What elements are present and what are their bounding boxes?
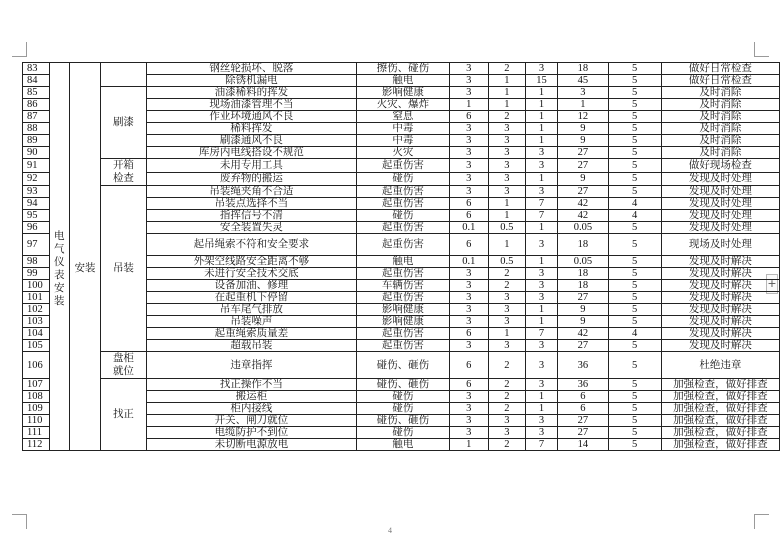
l-value-cell: 3	[449, 391, 488, 403]
sub-process-label: 盘柜就位	[112, 353, 134, 377]
c-value-cell: 7	[525, 198, 557, 210]
row-number: 89	[23, 135, 50, 147]
e-value-cell: 1	[488, 210, 525, 222]
l-value-cell: 3	[449, 316, 488, 328]
hazard-cell: 起重伤害	[357, 186, 450, 198]
d-value-cell: 9	[558, 304, 608, 316]
item-cell: 吊装绳夹角不合适	[146, 186, 356, 198]
e-value-cell: 3	[488, 186, 525, 198]
level-cell: 5	[608, 172, 661, 186]
row-number: 101	[23, 292, 50, 304]
item-cell: 稀料挥发	[146, 123, 356, 135]
crop-mark-top-right	[754, 42, 769, 57]
d-value-cell: 9	[558, 316, 608, 328]
l-value-cell: 3	[449, 292, 488, 304]
e-value-cell: 3	[488, 172, 525, 186]
measure-cell: 加强检查，做好排查	[661, 403, 779, 415]
sub-process-cell	[101, 63, 147, 87]
item-cell: 废弃物的搬运	[146, 172, 356, 186]
d-value-cell: 0.05	[558, 256, 608, 268]
hazard-cell: 影响健康	[357, 316, 450, 328]
hazard-cell: 触电	[357, 256, 450, 268]
e-value-cell: 2	[488, 111, 525, 123]
measure-cell: 做好日常检查	[661, 63, 779, 75]
row-number: 112	[23, 439, 50, 451]
item-cell: 在起重机下停留	[146, 292, 356, 304]
row-number: 107	[23, 379, 50, 391]
item-cell: 吊装点选择不当	[146, 198, 356, 210]
row-number: 111	[23, 427, 50, 439]
level-cell: 5	[608, 234, 661, 256]
table-row	[23, 63, 780, 75]
crop-mark-top-left	[12, 42, 27, 57]
row-number: 96	[23, 222, 50, 234]
row-number: 100	[23, 280, 50, 292]
hazard-cell: 起重伤害	[357, 292, 450, 304]
level-cell: 5	[608, 304, 661, 316]
l-value-cell: 3	[449, 147, 488, 159]
d-value-cell: 42	[558, 328, 608, 340]
item-cell: 起重绳索质量差	[146, 328, 356, 340]
l-value-cell: 6	[449, 379, 488, 391]
level-cell: 5	[608, 123, 661, 135]
level-cell: 5	[608, 87, 661, 99]
measure-cell: 加强检查，做好排查	[661, 415, 779, 427]
sub-process-cell	[101, 159, 147, 186]
c-value-cell: 1	[525, 256, 557, 268]
row-number: 93	[23, 186, 50, 198]
level-cell: 5	[608, 427, 661, 439]
e-value-cell: 3	[488, 159, 525, 173]
d-value-cell: 27	[558, 147, 608, 159]
measure-cell: 做好现场检查	[661, 159, 779, 173]
level-cell: 4	[608, 328, 661, 340]
e-value-cell: 2	[488, 280, 525, 292]
l-value-cell: 3	[449, 172, 488, 186]
hazard-cell: 中毒	[357, 123, 450, 135]
level-cell: 5	[608, 135, 661, 147]
c-value-cell: 15	[525, 75, 557, 87]
e-value-cell: 2	[488, 403, 525, 415]
l-value-cell: 3	[449, 123, 488, 135]
l-value-cell: 3	[449, 304, 488, 316]
table-row	[23, 87, 780, 99]
item-cell: 作业环境通风不良	[146, 111, 356, 123]
sub-process-cell	[101, 87, 147, 159]
measure-cell: 发现及时解决	[661, 268, 779, 280]
item-cell: 设备加油、修理	[146, 280, 356, 292]
measure-cell: 及时消除	[661, 87, 779, 99]
row-number: 106	[23, 352, 50, 379]
level-cell: 5	[608, 280, 661, 292]
hazard-cell: 碰伤	[357, 391, 450, 403]
d-value-cell: 27	[558, 427, 608, 439]
measure-cell: 加强检查，做好排查	[661, 379, 779, 391]
hazard-cell: 触电	[357, 75, 450, 87]
c-value-cell: 3	[525, 340, 557, 352]
sub-process-cell	[101, 186, 147, 352]
table-row	[23, 352, 780, 379]
measure-cell: 杜绝违章	[661, 352, 779, 379]
sub-process-label: 吊装	[112, 263, 134, 274]
row-number: 87	[23, 111, 50, 123]
d-value-cell: 27	[558, 415, 608, 427]
d-value-cell: 27	[558, 159, 608, 173]
hazard-cell: 影响健康	[357, 304, 450, 316]
row-number: 95	[23, 210, 50, 222]
row-number: 86	[23, 99, 50, 111]
d-value-cell: 36	[558, 352, 608, 379]
row-number: 97	[23, 234, 50, 256]
row-number: 94	[23, 198, 50, 210]
item-cell: 油漆稀料的挥发	[146, 87, 356, 99]
d-value-cell: 9	[558, 172, 608, 186]
row-number: 104	[23, 328, 50, 340]
measure-cell: 发现及时解决	[661, 340, 779, 352]
item-cell: 现场油漆管理不当	[146, 99, 356, 111]
l-value-cell: 3	[449, 415, 488, 427]
level-cell: 5	[608, 111, 661, 123]
item-cell: 找正操作不当	[146, 379, 356, 391]
c-value-cell: 1	[525, 391, 557, 403]
row-number: 88	[23, 123, 50, 135]
hazard-cell: 碰伤	[357, 210, 450, 222]
row-number: 105	[23, 340, 50, 352]
measure-cell: 发现及时解决	[661, 304, 779, 316]
e-value-cell: 3	[488, 340, 525, 352]
hazard-cell: 碰伤、砸伤	[357, 415, 450, 427]
l-value-cell: 6	[449, 210, 488, 222]
e-value-cell: 3	[488, 123, 525, 135]
row-number: 103	[23, 316, 50, 328]
d-value-cell: 18	[558, 234, 608, 256]
d-value-cell: 36	[558, 379, 608, 391]
e-value-cell: 3	[488, 316, 525, 328]
c-value-cell: 1	[525, 123, 557, 135]
item-cell: 超载吊装	[146, 340, 356, 352]
level-cell: 5	[608, 222, 661, 234]
item-cell: 搬运柜	[146, 391, 356, 403]
d-value-cell: 42	[558, 210, 608, 222]
c-value-cell: 1	[525, 403, 557, 415]
level-cell: 5	[608, 99, 661, 111]
e-value-cell: 3	[488, 415, 525, 427]
sub-process-label: 刷漆	[112, 117, 134, 128]
d-value-cell: 12	[558, 111, 608, 123]
measure-cell: 及时消除	[661, 111, 779, 123]
hazard-cell: 起重伤害	[357, 159, 450, 173]
measure-cell: 及时消除	[661, 135, 779, 147]
hazard-cell: 碰伤、砸伤	[357, 352, 450, 379]
row-number: 84	[23, 75, 50, 87]
item-cell: 未用专用工具	[146, 159, 356, 173]
l-value-cell: 3	[449, 427, 488, 439]
table-row	[23, 186, 780, 198]
level-cell: 5	[608, 63, 661, 75]
hazard-cell: 碰伤	[357, 427, 450, 439]
c-value-cell: 3	[525, 63, 557, 75]
d-value-cell: 0.05	[558, 222, 608, 234]
e-value-cell: 0.5	[488, 222, 525, 234]
l-value-cell: 6	[449, 198, 488, 210]
item-cell: 安全装置失灵	[146, 222, 356, 234]
stage-label: 安装	[74, 263, 96, 274]
measure-cell: 发现及时处理	[661, 222, 779, 234]
level-cell: 4	[608, 210, 661, 222]
l-value-cell: 3	[449, 186, 488, 198]
hazard-cell: 起重伤害	[357, 328, 450, 340]
item-cell: 起吊绳索不符和安全要求	[146, 234, 356, 256]
measure-cell: 加强检查，做好排查	[661, 391, 779, 403]
c-value-cell: 7	[525, 439, 557, 451]
c-value-cell: 3	[525, 268, 557, 280]
hazard-cell: 起重伤害	[357, 198, 450, 210]
sub-process-label: 开箱检查	[112, 160, 134, 184]
d-value-cell: 9	[558, 135, 608, 147]
row-number: 83	[23, 63, 50, 75]
d-value-cell: 1	[558, 99, 608, 111]
measure-cell: 发现及时解决	[661, 328, 779, 340]
item-cell: 吊车尾气排放	[146, 304, 356, 316]
hazard-cell: 碰伤、砸伤	[357, 379, 450, 391]
measure-cell: 发现及时处理	[661, 172, 779, 186]
level-cell: 5	[608, 186, 661, 198]
item-cell: 指挥信号不清	[146, 210, 356, 222]
measure-cell: 及时消除	[661, 99, 779, 111]
row-number: 92	[23, 172, 50, 186]
row-number: 98	[23, 256, 50, 268]
l-value-cell: 0.1	[449, 256, 488, 268]
l-value-cell: 6	[449, 234, 488, 256]
measure-cell: 发现及时处理	[661, 186, 779, 198]
e-value-cell: 2	[488, 63, 525, 75]
l-value-cell: 3	[449, 63, 488, 75]
e-value-cell: 2	[488, 268, 525, 280]
level-cell: 5	[608, 340, 661, 352]
hazard-cell: 火灾、爆炸	[357, 99, 450, 111]
measure-cell: 加强检查，做好排查	[661, 439, 779, 451]
measure-cell: 发现及时解决	[661, 316, 779, 328]
d-value-cell: 18	[558, 63, 608, 75]
c-value-cell: 1	[525, 316, 557, 328]
measure-cell: 发现及时解决	[661, 256, 779, 268]
e-value-cell: 0.5	[488, 256, 525, 268]
crop-mark-bottom-right	[754, 514, 769, 529]
row-number: 91	[23, 159, 50, 173]
hazard-table	[22, 62, 780, 451]
hazard-cell: 碰伤	[357, 172, 450, 186]
hazard-cell: 中毒	[357, 135, 450, 147]
c-value-cell: 3	[525, 186, 557, 198]
d-value-cell: 18	[558, 268, 608, 280]
l-value-cell: 3	[449, 340, 488, 352]
c-value-cell: 3	[525, 352, 557, 379]
l-value-cell: 3	[449, 75, 488, 87]
category-cell	[49, 63, 69, 451]
c-value-cell: 1	[525, 135, 557, 147]
level-cell: 5	[608, 256, 661, 268]
l-value-cell: 1	[449, 439, 488, 451]
row-number: 99	[23, 268, 50, 280]
d-value-cell: 27	[558, 186, 608, 198]
d-value-cell: 6	[558, 403, 608, 415]
c-value-cell: 3	[525, 280, 557, 292]
level-cell: 5	[608, 439, 661, 451]
l-value-cell: 3	[449, 280, 488, 292]
level-cell: 5	[608, 391, 661, 403]
crop-mark-bottom-left	[12, 514, 27, 529]
l-value-cell: 6	[449, 352, 488, 379]
hazard-cell: 起重伤害	[357, 222, 450, 234]
level-cell: 5	[608, 403, 661, 415]
page-number: 4	[388, 526, 392, 535]
category-label: 电气仪表安装	[53, 230, 65, 307]
row-number: 108	[23, 391, 50, 403]
item-cell: 钢丝轮损坏、脱落	[146, 63, 356, 75]
hazard-cell: 窒息	[357, 111, 450, 123]
hazard-cell: 擦伤、碰伤	[357, 63, 450, 75]
row-number: 102	[23, 304, 50, 316]
l-value-cell: 3	[449, 159, 488, 173]
hazard-cell: 火灾	[357, 147, 450, 159]
item-cell: 除锈机漏电	[146, 75, 356, 87]
hazard-cell: 起重伤害	[357, 340, 450, 352]
expand-plus-icon[interactable]: +	[766, 274, 778, 294]
hazard-cell: 影响健康	[357, 87, 450, 99]
hazard-cell: 车辆伤害	[357, 280, 450, 292]
c-value-cell: 7	[525, 210, 557, 222]
sub-process-cell	[101, 352, 147, 379]
d-value-cell: 6	[558, 391, 608, 403]
e-value-cell: 1	[488, 234, 525, 256]
table-row	[23, 159, 780, 173]
c-value-cell: 7	[525, 328, 557, 340]
measure-cell: 加强检查，做好排查	[661, 427, 779, 439]
hazard-cell: 起重伤害	[357, 234, 450, 256]
d-value-cell: 9	[558, 123, 608, 135]
e-value-cell: 1	[488, 75, 525, 87]
e-value-cell: 2	[488, 391, 525, 403]
e-value-cell: 3	[488, 135, 525, 147]
c-value-cell: 1	[525, 111, 557, 123]
item-cell: 柜内接线	[146, 403, 356, 415]
l-value-cell: 3	[449, 87, 488, 99]
measure-cell: 发现及时处理	[661, 210, 779, 222]
item-cell: 外架空线路安全距离不够	[146, 256, 356, 268]
c-value-cell: 1	[525, 172, 557, 186]
row-number: 85	[23, 87, 50, 99]
c-value-cell: 1	[525, 304, 557, 316]
item-cell: 开关、闸刀就位	[146, 415, 356, 427]
c-value-cell: 3	[525, 147, 557, 159]
level-cell: 5	[608, 147, 661, 159]
c-value-cell: 3	[525, 234, 557, 256]
hazard-cell: 起重伤害	[357, 268, 450, 280]
level-cell: 5	[608, 415, 661, 427]
row-number: 90	[23, 147, 50, 159]
d-value-cell: 27	[558, 340, 608, 352]
e-value-cell: 2	[488, 352, 525, 379]
e-value-cell: 2	[488, 439, 525, 451]
level-cell: 5	[608, 268, 661, 280]
hazard-cell: 碰伤	[357, 403, 450, 415]
level-cell: 4	[608, 198, 661, 210]
d-value-cell: 45	[558, 75, 608, 87]
level-cell: 5	[608, 159, 661, 173]
d-value-cell: 27	[558, 292, 608, 304]
measure-cell: 做好日常检查	[661, 75, 779, 87]
sub-process-cell	[101, 379, 147, 451]
c-value-cell: 1	[525, 222, 557, 234]
level-cell: 5	[608, 75, 661, 87]
item-cell: 未进行安全技术交底	[146, 268, 356, 280]
l-value-cell: 3	[449, 403, 488, 415]
l-value-cell: 3	[449, 135, 488, 147]
e-value-cell: 1	[488, 328, 525, 340]
e-value-cell: 1	[488, 198, 525, 210]
e-value-cell: 3	[488, 292, 525, 304]
l-value-cell: 1	[449, 99, 488, 111]
item-cell: 违章指挥	[146, 352, 356, 379]
item-cell: 未切断电源放电	[146, 439, 356, 451]
l-value-cell: 3	[449, 268, 488, 280]
measure-cell: 发现及时解决	[661, 280, 779, 292]
sub-process-label: 找正	[112, 409, 134, 420]
hazard-cell: 触电	[357, 439, 450, 451]
e-value-cell: 1	[488, 87, 525, 99]
level-cell: 5	[608, 316, 661, 328]
c-value-cell: 3	[525, 379, 557, 391]
row-number: 109	[23, 403, 50, 415]
e-value-cell: 2	[488, 379, 525, 391]
measure-cell: 及时消除	[661, 123, 779, 135]
d-value-cell: 3	[558, 87, 608, 99]
e-value-cell: 3	[488, 147, 525, 159]
measure-cell: 及时消除	[661, 147, 779, 159]
row-number: 110	[23, 415, 50, 427]
d-value-cell: 18	[558, 280, 608, 292]
stage-cell	[69, 63, 100, 451]
c-value-cell: 3	[525, 159, 557, 173]
measure-cell: 发现及时解决	[661, 292, 779, 304]
measure-cell: 现场及时处理	[661, 234, 779, 256]
level-cell: 5	[608, 292, 661, 304]
d-value-cell: 42	[558, 198, 608, 210]
c-value-cell: 1	[525, 87, 557, 99]
table-row	[23, 379, 780, 391]
item-cell: 刷漆通风不良	[146, 135, 356, 147]
item-cell: 吊装噪声	[146, 316, 356, 328]
l-value-cell: 6	[449, 111, 488, 123]
l-value-cell: 0.1	[449, 222, 488, 234]
c-value-cell: 3	[525, 292, 557, 304]
c-value-cell: 1	[525, 99, 557, 111]
l-value-cell: 6	[449, 328, 488, 340]
c-value-cell: 3	[525, 427, 557, 439]
item-cell: 库房内电线搭设不规范	[146, 147, 356, 159]
e-value-cell: 3	[488, 304, 525, 316]
level-cell: 5	[608, 352, 661, 379]
e-value-cell: 1	[488, 99, 525, 111]
level-cell: 5	[608, 379, 661, 391]
d-value-cell: 14	[558, 439, 608, 451]
measure-cell: 发现及时处理	[661, 198, 779, 210]
c-value-cell: 3	[525, 415, 557, 427]
e-value-cell: 3	[488, 427, 525, 439]
item-cell: 电缆防护不到位	[146, 427, 356, 439]
